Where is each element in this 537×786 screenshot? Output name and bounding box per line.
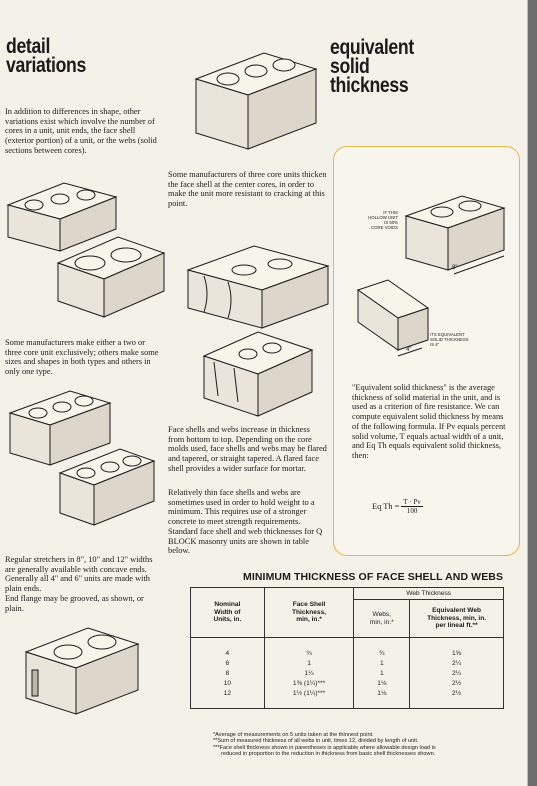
two-core-and-three-core-block-figure <box>6 175 166 325</box>
table-row <box>191 668 504 678</box>
face-shells-paragraph: Face shells and webs increase in thickness from bottom to top. Depending on the core molds used, face shells and webs may be flared and tapered, or straight tapered. A flared face shell provides a wider surface for mortar. <box>168 425 327 473</box>
dimension-top-label: 8" <box>452 265 458 271</box>
stretchers-paragraph: Regular stretchers in 8", 10" and 12" widths are generally available with concave ends. Generally all 4" and 6" units are made with plain ends. <box>5 555 153 594</box>
cell-width: 12 <box>191 688 265 698</box>
cell-face-shell: 1¼ <box>264 668 354 678</box>
hollow-unit-label: IF THIS HOLLOW UNIT IS 50% CORE VOIDS <box>368 210 398 230</box>
cell-webs: 1 <box>354 668 410 678</box>
cell-equivalent: 2½ <box>410 688 504 698</box>
equivalent-label: ITS EQUIVALENT SOLID THICKNESS IS 4" <box>430 332 469 347</box>
cell-equivalent: 2½ <box>410 678 504 688</box>
cell-webs: ¾ <box>354 648 410 658</box>
table-notes <box>213 732 523 758</box>
header-face-shell: Face Shell Thickness, min, in.* <box>264 588 354 638</box>
grooved-flange-block-figure <box>22 618 152 730</box>
cell-webs: 1⅛ <box>354 678 410 688</box>
thick-center-face-shell-block-figure <box>192 45 322 160</box>
page-binding-edge <box>528 0 537 786</box>
three-core-paragraph: Some manufacturers of three core units thicken the face shell at the center cores, in order to make the unit more resistant to cracking at this point. <box>168 170 327 209</box>
formula-fraction <box>401 498 422 515</box>
flared-tapered-block-figure <box>184 240 334 335</box>
cell-width: 10 <box>191 678 265 688</box>
note-2: **Sum of measured thickness of all webs in unit, times 12, divided by length of unit. <box>213 738 419 745</box>
formula <box>372 498 423 515</box>
intro-paragraph: In addition to differences in shape, other variations exist which involve the number of cores in a unit, unit ends, the face shell (exterior portion) of a unit, or the webs (solid sections between cores). <box>5 107 157 155</box>
cell-equivalent: 2¼ <box>410 658 504 668</box>
dimension-bottom-label: 4" <box>406 347 412 353</box>
thin-shells-paragraph: Relatively thin face shells and webs are sometimes used in order to hold weight to a minimum. This requires use of a stronger concrete to meet strength requirements. Standard face shell and web thicknesses for Q BLOCK masonry units are shown in table below. <box>168 488 323 556</box>
cell-face-shell: 1 <box>264 658 354 668</box>
cell-face-shell: 1⅜ (1¼)*** <box>264 678 354 688</box>
header-nominal-width: Nominal Width of Units, in. <box>191 588 265 638</box>
cell-equivalent: 1⅝ <box>410 648 504 658</box>
table-row <box>191 688 504 698</box>
table-row <box>191 678 504 688</box>
cell-width: 6 <box>191 658 265 668</box>
straight-tapered-block-figure <box>200 322 320 420</box>
hollow-unit-figure <box>400 190 510 286</box>
flange-paragraph: End flange may be grooved, as shown, or plain. <box>5 594 144 613</box>
cell-face-shell: 1½ (1¼)*** <box>264 688 354 698</box>
cell-face-shell: ¾ <box>264 648 354 658</box>
note-4: reduced in proportion to the reduction in thickness from basic shell thicknesses shown. <box>221 751 436 758</box>
callout-paragraph: "Equivalent solid thickness" is the average thickness of solid material in the unit, and is used as a criterion of fire resistance. We can compute equivalent solid thickness by means of the following formula. If Pv equals percent solid volume, T equals actual width of a unit, and Eq Th equals equivalent solid thickness, then: <box>352 383 506 460</box>
thickness-table <box>190 587 504 709</box>
cell-width: 4 <box>191 648 265 658</box>
formula-lhs: Eq Th = <box>372 502 400 511</box>
header-web-thickness: Web Thickness <box>354 588 504 600</box>
left-heading: detail variations <box>6 35 86 77</box>
header-equivalent-web: Equivalent Web Thickness, min, in. per lineal ft.** <box>410 600 504 638</box>
concave-end-block-figure <box>8 385 158 535</box>
formula-denominator: 100 <box>406 507 418 515</box>
table-title: MINIMUM THICKNESS OF FACE SHELL AND WEBS <box>243 571 504 583</box>
cell-webs: 1 <box>354 658 410 668</box>
note-1: *Average of measurements on 5 units taken at the thinnest point. <box>213 732 374 738</box>
note-3: ***Face shell thickness shown in parentheses is applicable where allowable design load is <box>213 744 436 751</box>
cell-equivalent: 2¼ <box>410 668 504 678</box>
two-three-core-paragraph: Some manufacturers make either a two or three core unit exclusively; others make some sizes and shapes in both types and others in only one type. <box>5 338 159 377</box>
formula-numerator: T · Pv <box>403 498 421 506</box>
right-heading: equivalent solid thickness <box>330 36 414 97</box>
cell-width: 8 <box>191 668 265 678</box>
table-row <box>191 648 504 658</box>
header-webs: Webs, min, in.* <box>354 600 410 638</box>
table-row <box>191 658 504 668</box>
cell-webs: 1⅛ <box>354 688 410 698</box>
